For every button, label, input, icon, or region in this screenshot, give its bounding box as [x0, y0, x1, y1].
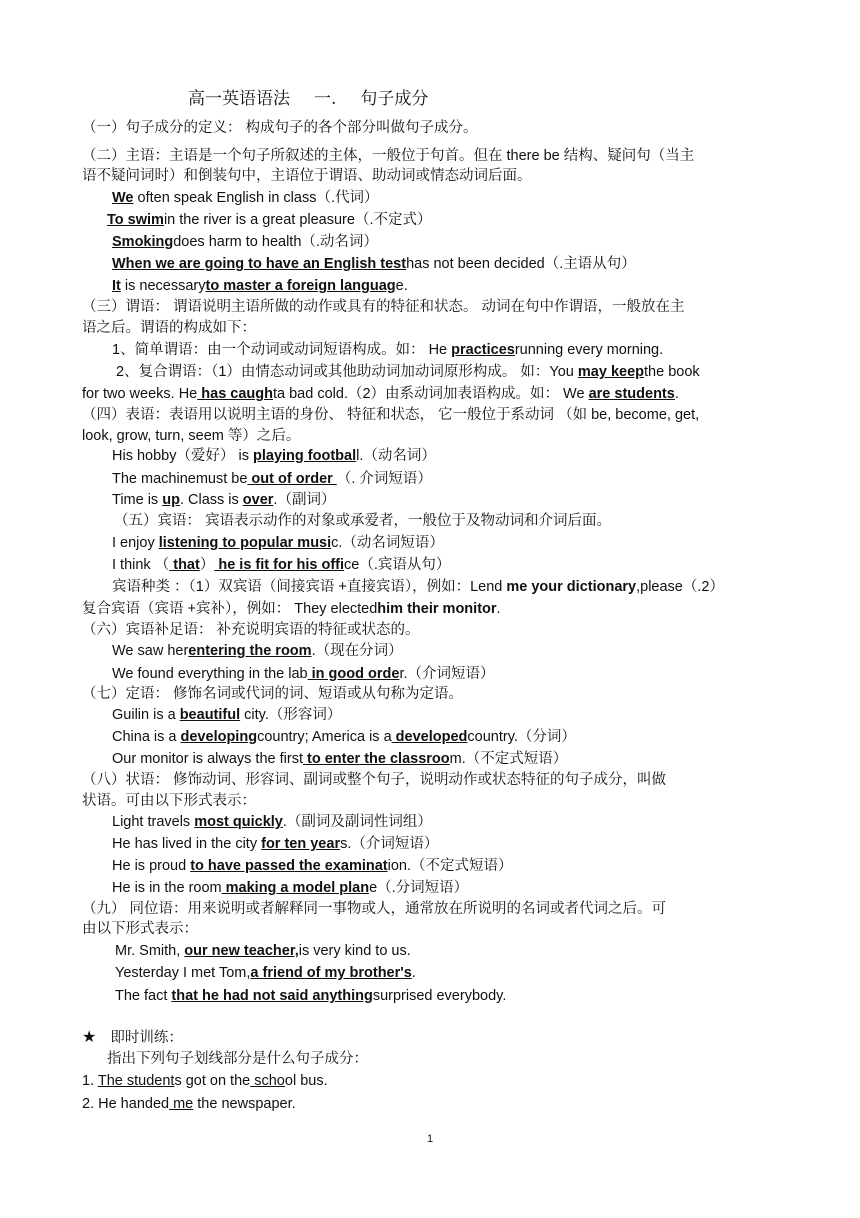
subject-example-5: It is necessaryto master a foreign language. — [112, 278, 408, 294]
practice-heading: ★ 即时训练： — [82, 1029, 183, 1046]
page-number: 1 — [426, 1133, 434, 1145]
section-9-intro-line2: 由以下形式表示： — [82, 921, 198, 937]
page-title — [188, 89, 428, 109]
section-3-intro-line2: 语之后。谓语的构成如下： — [82, 320, 256, 336]
predicate-simple: 1、简单谓语：由一个动词或动词短语构成。如： He practicesrunning every morning. — [112, 342, 664, 358]
adverbial-example-1: Light travels most quickly.（副词及副词性词组） — [112, 814, 432, 830]
section-1-definition: （一）句子成分的定义： 构成句子的各个部分叫做句子成分。 — [82, 120, 478, 136]
subject-example-1: We often speak English in class（.代词） — [112, 190, 379, 206]
subject-example-4: When we are going to have an English testhas not been decided（.主语从句） — [112, 256, 636, 272]
object-types-line1: 宾语种类 ：（1）双宾语（间接宾语 +直接宾语），例如：Lend me your dictionary,please（.2） — [112, 579, 724, 595]
section-8-intro-line1: （八）状语： 修饰动词、形容词、副词或整个句子，说明动作或状态特征的句子成分，叫做 — [82, 772, 667, 788]
section-4-intro-line1: （四）表语：表语用以说明主语的身份、 特征和状态， 它一般位于系动词 （如 be, become, get, — [82, 407, 700, 423]
section-3-intro-line1: （三）谓语： 谓语说明主语所做的动作或具有的特征和状态。 动词在句中作谓语，一般放在主 — [82, 299, 685, 315]
attribute-example-3: Our monitor is always the first to enter the classroom.（不定式短语） — [112, 751, 568, 767]
section-7-intro: （七）定语： 修饰名词或代词的词、短语或从句称为定语。 — [82, 686, 464, 702]
title-part-3: 句子成分 — [360, 89, 429, 109]
predicate-compound-cont: for two weeks. He has caughta bad cold.（2）由系动词加表语构成。如： We are students. — [82, 386, 679, 402]
predicative-example-1: His hobby（爱好） is playing football.（动名词） — [112, 448, 436, 464]
subject-example-2: To swimin the river is a great pleasure（.不定式） — [107, 212, 432, 228]
title-part-1: 高一英语语法 — [188, 89, 290, 109]
object-example-1: I enjoy listening to popular music.（动名词短语） — [112, 535, 444, 551]
appositive-example-2: Yesterday I met Tom,a friend of my brother's. — [115, 965, 416, 981]
title-part-2: 一. — [314, 89, 337, 109]
predicate-compound: 2、复合谓语：（1）由情态动词或其他助动词加动词原形构成。 如：You may keepthe book — [116, 364, 700, 380]
appositive-example-1: Mr. Smith, our new teacher,is very kind to us. — [115, 943, 411, 959]
adverbial-example-2: He has lived in the city for ten years.（介词短语） — [112, 836, 439, 852]
predicative-example-3: Time is up. Class is over.（副词） — [112, 492, 336, 508]
star-icon: ★ — [82, 1029, 97, 1046]
practice-question-1: 1. The students got on the school bus. — [82, 1073, 328, 1089]
practice-instruction: 指出下列句子划线部分是什么句子成分： — [107, 1051, 368, 1067]
section-6-intro: （六）宾语补足语： 补充说明宾语的特征或状态的。 — [82, 622, 420, 638]
predicative-example-2: The machinemust be out of order （. 介词短语） — [112, 471, 432, 487]
section-9-intro-line1: （九） 同位语：用来说明或者解释同一事物或人，通常放在所说明的名词或者代词之后。可 — [82, 901, 667, 917]
attribute-example-1: Guilin is a beautiful city.（形容词） — [112, 707, 342, 723]
appositive-example-3: The fact that he had not said anythingsurprised everybody. — [115, 988, 507, 1004]
adverbial-example-3: He is proud to have passed the examination.（不定式短语） — [112, 858, 513, 874]
complement-example-2: We found everything in the lab in good order.（介词短语） — [112, 666, 495, 682]
adverbial-example-4: He is in the room making a model plane（.分词短语） — [112, 880, 469, 896]
section-4-intro-line2: look, grow, turn, seem 等）之后。 — [82, 428, 301, 444]
object-types-line2: 复合宾语（宾语 +宾补），例如： They electedhim their monitor. — [82, 601, 501, 617]
section-5-intro: （五）宾语： 宾语表示动作的对象或承爱者，一般位于及物动词和介词后面。 — [114, 513, 612, 529]
subject-example-3: Smokingdoes harm to health（.动名词） — [112, 234, 378, 250]
section-2-intro-line1: （二）主语：主语是一个句子所叙述的主体，一般位于句首。但在 there be 结构、疑问句（当主 — [82, 148, 695, 164]
object-example-2: I think （ that） he is fit for his office（.宾语从句） — [112, 557, 451, 573]
attribute-example-2: China is a developingcountry; America is a developedcountry.（分词） — [112, 729, 576, 745]
practice-question-2: 2. He handed me the newspaper. — [82, 1096, 296, 1112]
section-2-intro-line2: 语不疑问词时）和倒装句中，主语位于谓语、助动词或情态动词后面。 — [82, 168, 532, 184]
complement-example-1: We saw herentering the room.（现在分词） — [112, 643, 403, 659]
section-8-intro-line2: 状语。可由以下形式表示： — [82, 793, 256, 809]
